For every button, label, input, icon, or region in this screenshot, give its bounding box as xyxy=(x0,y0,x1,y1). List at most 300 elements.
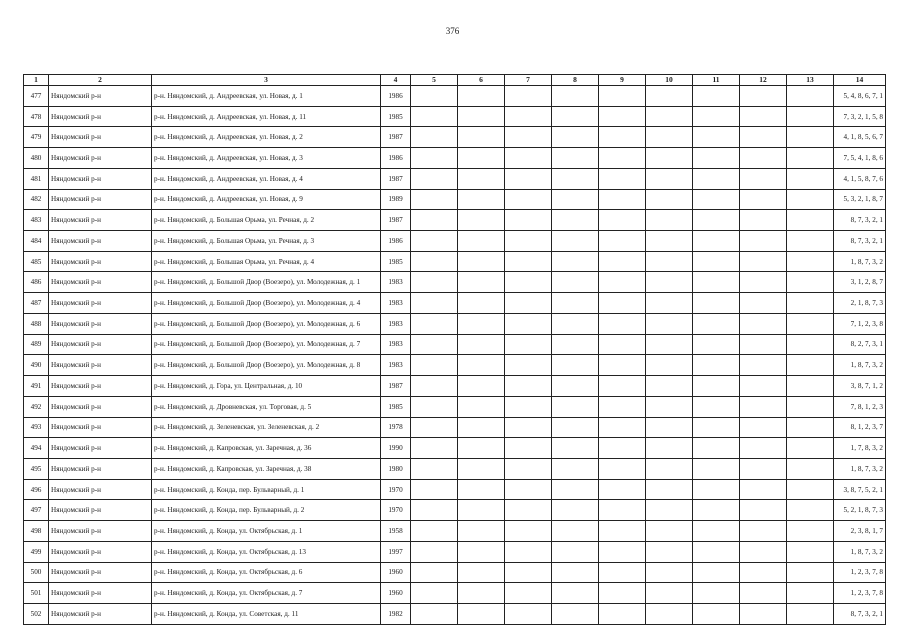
year-cell: 1986 xyxy=(381,231,411,252)
empty-cell-col-7 xyxy=(505,127,552,148)
row-number: 484 xyxy=(24,231,49,252)
table-row xyxy=(24,313,886,334)
district-cell: Няндомский р-н xyxy=(49,396,152,417)
sequence-cell: 5, 3, 2, 1, 8, 7 xyxy=(834,189,886,210)
row-number: 477 xyxy=(24,86,49,107)
empty-cell-col-5 xyxy=(411,106,458,127)
empty-cell-col-5 xyxy=(411,127,458,148)
empty-cell-col-11 xyxy=(693,603,740,624)
empty-cell-col-10 xyxy=(646,396,693,417)
empty-cell-col-8 xyxy=(552,562,599,583)
empty-cell-col-9 xyxy=(599,231,646,252)
row-number: 500 xyxy=(24,562,49,583)
address-cell: р-н. Няндомский, д. Зеленевская, ул. Зеленевская, д. 2 xyxy=(152,417,381,438)
address-cell: р-н. Няндомский, д. Капровская, ул. Заречная, д. 38 xyxy=(152,458,381,479)
empty-cell-col-12 xyxy=(740,313,787,334)
row-number: 485 xyxy=(24,251,49,272)
address-cell: р-н. Няндомский, д. Андреевская, ул. Новая, д. 1 xyxy=(152,86,381,107)
district-cell: Няндомский р-н xyxy=(49,86,152,107)
empty-cell-col-9 xyxy=(599,376,646,397)
address-cell: р-н. Няндомский, д. Конда, ул. Октябрьская, д. 6 xyxy=(152,562,381,583)
empty-cell-col-13 xyxy=(787,458,834,479)
empty-cell-col-7 xyxy=(505,210,552,231)
row-number: 501 xyxy=(24,583,49,604)
table-row xyxy=(24,583,886,604)
table-row xyxy=(24,355,886,376)
empty-cell-col-5 xyxy=(411,603,458,624)
sequence-cell: 7, 8, 1, 2, 3 xyxy=(834,396,886,417)
address-cell: р-н. Няндомский, д. Капровская, ул. Заречная, д. 36 xyxy=(152,438,381,459)
address-cell: р-н. Няндомский, д. Конда, пер. Бульварный, д. 1 xyxy=(152,479,381,500)
empty-cell-col-11 xyxy=(693,251,740,272)
sequence-cell: 8, 7, 3, 2, 1 xyxy=(834,231,886,252)
empty-cell-col-6 xyxy=(458,376,505,397)
year-cell: 1985 xyxy=(381,396,411,417)
empty-cell-col-11 xyxy=(693,127,740,148)
table-row xyxy=(24,521,886,542)
table-row xyxy=(24,106,886,127)
empty-cell-col-6 xyxy=(458,251,505,272)
year-cell: 1983 xyxy=(381,334,411,355)
row-number: 493 xyxy=(24,417,49,438)
empty-cell-col-12 xyxy=(740,583,787,604)
year-cell: 1970 xyxy=(381,500,411,521)
year-cell: 1983 xyxy=(381,293,411,314)
empty-cell-col-9 xyxy=(599,562,646,583)
district-cell: Няндомский р-н xyxy=(49,293,152,314)
address-cell: р-н. Няндомский, д. Андреевская, ул. Новая, д. 4 xyxy=(152,168,381,189)
empty-cell-col-11 xyxy=(693,521,740,542)
empty-cell-col-5 xyxy=(411,251,458,272)
year-cell: 1986 xyxy=(381,148,411,169)
empty-cell-col-8 xyxy=(552,355,599,376)
table-row xyxy=(24,376,886,397)
empty-cell-col-9 xyxy=(599,189,646,210)
empty-cell-col-8 xyxy=(552,210,599,231)
empty-cell-col-8 xyxy=(552,127,599,148)
empty-cell-col-12 xyxy=(740,168,787,189)
row-number: 480 xyxy=(24,148,49,169)
row-number: 489 xyxy=(24,334,49,355)
empty-cell-col-12 xyxy=(740,479,787,500)
table-row xyxy=(24,334,886,355)
empty-cell-col-9 xyxy=(599,521,646,542)
empty-cell-col-6 xyxy=(458,272,505,293)
empty-cell-col-8 xyxy=(552,541,599,562)
row-number: 502 xyxy=(24,603,49,624)
empty-cell-col-12 xyxy=(740,127,787,148)
empty-cell-col-12 xyxy=(740,293,787,314)
table-row xyxy=(24,251,886,272)
empty-cell-col-9 xyxy=(599,541,646,562)
empty-cell-col-6 xyxy=(458,189,505,210)
empty-cell-col-10 xyxy=(646,189,693,210)
address-cell: р-н. Няндомский, д. Конда, ул. Октябрьская, д. 1 xyxy=(152,521,381,542)
row-number: 490 xyxy=(24,355,49,376)
row-number: 497 xyxy=(24,500,49,521)
address-cell: р-н. Няндомский, д. Конда, ул. Октябрьская, д. 13 xyxy=(152,541,381,562)
empty-cell-col-8 xyxy=(552,86,599,107)
empty-cell-col-10 xyxy=(646,583,693,604)
empty-cell-col-13 xyxy=(787,231,834,252)
empty-cell-col-7 xyxy=(505,438,552,459)
empty-cell-col-9 xyxy=(599,396,646,417)
district-cell: Няндомский р-н xyxy=(49,500,152,521)
district-cell: Няндомский р-н xyxy=(49,438,152,459)
year-cell: 1980 xyxy=(381,458,411,479)
empty-cell-col-6 xyxy=(458,127,505,148)
table-row xyxy=(24,127,886,148)
empty-cell-col-5 xyxy=(411,272,458,293)
empty-cell-col-5 xyxy=(411,355,458,376)
empty-cell-col-11 xyxy=(693,293,740,314)
sequence-cell: 4, 1, 5, 8, 7, 6 xyxy=(834,168,886,189)
empty-cell-col-10 xyxy=(646,355,693,376)
year-cell: 1997 xyxy=(381,541,411,562)
address-cell: р-н. Няндомский, д. Андреевская, ул. Новая, д. 3 xyxy=(152,148,381,169)
empty-cell-col-6 xyxy=(458,355,505,376)
empty-cell-col-6 xyxy=(458,396,505,417)
table-row xyxy=(24,231,886,252)
empty-cell-col-13 xyxy=(787,148,834,169)
address-cell: р-н. Няндомский, д. Большая Орьма, ул. Речная, д. 4 xyxy=(152,251,381,272)
empty-cell-col-8 xyxy=(552,521,599,542)
district-cell: Няндомский р-н xyxy=(49,272,152,293)
sequence-cell: 4, 1, 8, 5, 6, 7 xyxy=(834,127,886,148)
column-header-1: 1 xyxy=(24,75,49,86)
empty-cell-col-5 xyxy=(411,189,458,210)
district-cell: Няндомский р-н xyxy=(49,376,152,397)
empty-cell-col-5 xyxy=(411,541,458,562)
empty-cell-col-10 xyxy=(646,521,693,542)
empty-cell-col-11 xyxy=(693,479,740,500)
empty-cell-col-6 xyxy=(458,479,505,500)
empty-cell-col-10 xyxy=(646,479,693,500)
sequence-cell: 5, 2, 1, 8, 7, 3 xyxy=(834,500,886,521)
sequence-cell: 5, 4, 8, 6, 7, 1 xyxy=(834,86,886,107)
empty-cell-col-9 xyxy=(599,210,646,231)
table-row xyxy=(24,396,886,417)
column-header-11: 11 xyxy=(693,75,740,86)
empty-cell-col-11 xyxy=(693,148,740,169)
empty-cell-col-11 xyxy=(693,500,740,521)
empty-cell-col-13 xyxy=(787,189,834,210)
empty-cell-col-13 xyxy=(787,313,834,334)
empty-cell-col-7 xyxy=(505,251,552,272)
empty-cell-col-11 xyxy=(693,313,740,334)
district-cell: Няндомский р-н xyxy=(49,562,152,583)
district-cell: Няндомский р-н xyxy=(49,355,152,376)
empty-cell-col-13 xyxy=(787,479,834,500)
empty-cell-col-10 xyxy=(646,500,693,521)
sequence-cell: 8, 1, 2, 3, 7 xyxy=(834,417,886,438)
district-cell: Няндомский р-н xyxy=(49,251,152,272)
empty-cell-col-9 xyxy=(599,417,646,438)
empty-cell-col-10 xyxy=(646,313,693,334)
empty-cell-col-8 xyxy=(552,438,599,459)
column-header-13: 13 xyxy=(787,75,834,86)
empty-cell-col-7 xyxy=(505,376,552,397)
row-number: 482 xyxy=(24,189,49,210)
row-number: 481 xyxy=(24,168,49,189)
sequence-cell: 1, 8, 7, 3, 2 xyxy=(834,541,886,562)
header-row xyxy=(24,75,886,86)
empty-cell-col-5 xyxy=(411,562,458,583)
empty-cell-col-13 xyxy=(787,86,834,107)
district-cell: Няндомский р-н xyxy=(49,334,152,355)
year-cell: 1983 xyxy=(381,313,411,334)
empty-cell-col-12 xyxy=(740,521,787,542)
empty-cell-col-9 xyxy=(599,500,646,521)
empty-cell-col-12 xyxy=(740,210,787,231)
empty-cell-col-7 xyxy=(505,417,552,438)
empty-cell-col-6 xyxy=(458,334,505,355)
page-number: 376 xyxy=(445,26,460,36)
address-cell: р-н. Няндомский, д. Большой Двор (Воезеро), ул. Молодежная, д. 6 xyxy=(152,313,381,334)
empty-cell-col-10 xyxy=(646,541,693,562)
year-cell: 1987 xyxy=(381,127,411,148)
sequence-cell: 1, 7, 8, 3, 2 xyxy=(834,438,886,459)
empty-cell-col-10 xyxy=(646,251,693,272)
empty-cell-col-10 xyxy=(646,86,693,107)
empty-cell-col-5 xyxy=(411,86,458,107)
empty-cell-col-6 xyxy=(458,541,505,562)
empty-cell-col-13 xyxy=(787,168,834,189)
column-header-3: 3 xyxy=(152,75,381,86)
empty-cell-col-9 xyxy=(599,334,646,355)
row-number: 483 xyxy=(24,210,49,231)
empty-cell-col-9 xyxy=(599,272,646,293)
district-cell: Няндомский р-н xyxy=(49,479,152,500)
empty-cell-col-9 xyxy=(599,603,646,624)
sequence-cell: 7, 1, 2, 3, 8 xyxy=(834,313,886,334)
empty-cell-col-8 xyxy=(552,189,599,210)
column-header-5: 5 xyxy=(411,75,458,86)
empty-cell-col-8 xyxy=(552,313,599,334)
table-row xyxy=(24,210,886,231)
empty-cell-col-13 xyxy=(787,541,834,562)
empty-cell-col-6 xyxy=(458,458,505,479)
sequence-cell: 1, 8, 7, 3, 2 xyxy=(834,355,886,376)
table-row xyxy=(24,500,886,521)
table-row xyxy=(24,293,886,314)
empty-cell-col-9 xyxy=(599,458,646,479)
empty-cell-col-5 xyxy=(411,458,458,479)
table-row xyxy=(24,603,886,624)
sequence-cell: 8, 7, 3, 2, 1 xyxy=(834,603,886,624)
empty-cell-col-12 xyxy=(740,417,787,438)
empty-cell-col-12 xyxy=(740,86,787,107)
empty-cell-col-10 xyxy=(646,334,693,355)
empty-cell-col-8 xyxy=(552,479,599,500)
empty-cell-col-12 xyxy=(740,396,787,417)
empty-cell-col-13 xyxy=(787,210,834,231)
empty-cell-col-8 xyxy=(552,396,599,417)
empty-cell-col-7 xyxy=(505,479,552,500)
sequence-cell: 1, 2, 3, 7, 8 xyxy=(834,562,886,583)
empty-cell-col-6 xyxy=(458,417,505,438)
column-header-8: 8 xyxy=(552,75,599,86)
empty-cell-col-10 xyxy=(646,376,693,397)
empty-cell-col-8 xyxy=(552,334,599,355)
empty-cell-col-12 xyxy=(740,148,787,169)
address-cell: р-н. Няндомский, д. Большой Двор (Воезеро), ул. Молодежная, д. 4 xyxy=(152,293,381,314)
empty-cell-col-13 xyxy=(787,127,834,148)
year-cell: 1986 xyxy=(381,86,411,107)
empty-cell-col-7 xyxy=(505,189,552,210)
year-cell: 1985 xyxy=(381,251,411,272)
row-number: 494 xyxy=(24,438,49,459)
empty-cell-col-6 xyxy=(458,438,505,459)
column-header-14: 14 xyxy=(834,75,886,86)
sequence-cell: 1, 2, 3, 7, 8 xyxy=(834,583,886,604)
empty-cell-col-10 xyxy=(646,231,693,252)
row-number: 486 xyxy=(24,272,49,293)
empty-cell-col-12 xyxy=(740,355,787,376)
empty-cell-col-10 xyxy=(646,272,693,293)
column-header-12: 12 xyxy=(740,75,787,86)
empty-cell-col-6 xyxy=(458,148,505,169)
empty-cell-col-13 xyxy=(787,334,834,355)
address-cell: р-н. Няндомский, д. Дровневская, ул. Торговая, д. 5 xyxy=(152,396,381,417)
empty-cell-col-13 xyxy=(787,293,834,314)
empty-cell-col-11 xyxy=(693,86,740,107)
table-row xyxy=(24,272,886,293)
empty-cell-col-9 xyxy=(599,251,646,272)
empty-cell-col-11 xyxy=(693,541,740,562)
district-cell: Няндомский р-н xyxy=(49,231,152,252)
district-cell: Няндомский р-н xyxy=(49,106,152,127)
year-cell: 1958 xyxy=(381,521,411,542)
empty-cell-col-7 xyxy=(505,521,552,542)
empty-cell-col-7 xyxy=(505,293,552,314)
row-number: 498 xyxy=(24,521,49,542)
district-cell: Няндомский р-н xyxy=(49,127,152,148)
empty-cell-col-12 xyxy=(740,376,787,397)
sequence-cell: 3, 1, 2, 8, 7 xyxy=(834,272,886,293)
empty-cell-col-5 xyxy=(411,583,458,604)
empty-cell-col-8 xyxy=(552,251,599,272)
empty-cell-col-10 xyxy=(646,168,693,189)
year-cell: 1983 xyxy=(381,355,411,376)
row-number: 499 xyxy=(24,541,49,562)
empty-cell-col-10 xyxy=(646,417,693,438)
district-cell: Няндомский р-н xyxy=(49,313,152,334)
empty-cell-col-6 xyxy=(458,231,505,252)
empty-cell-col-10 xyxy=(646,293,693,314)
empty-cell-col-12 xyxy=(740,438,787,459)
address-cell: р-н. Няндомский, д. Конда, ул. Октябрьская, д. 7 xyxy=(152,583,381,604)
empty-cell-col-13 xyxy=(787,251,834,272)
empty-cell-col-7 xyxy=(505,272,552,293)
empty-cell-col-8 xyxy=(552,603,599,624)
empty-cell-col-6 xyxy=(458,313,505,334)
empty-cell-col-12 xyxy=(740,500,787,521)
empty-cell-col-11 xyxy=(693,396,740,417)
empty-cell-col-6 xyxy=(458,106,505,127)
empty-cell-col-5 xyxy=(411,521,458,542)
empty-cell-col-6 xyxy=(458,562,505,583)
empty-cell-col-6 xyxy=(458,500,505,521)
year-cell: 1978 xyxy=(381,417,411,438)
year-cell: 1970 xyxy=(381,479,411,500)
empty-cell-col-9 xyxy=(599,438,646,459)
empty-cell-col-8 xyxy=(552,231,599,252)
column-header-10: 10 xyxy=(646,75,693,86)
empty-cell-col-6 xyxy=(458,86,505,107)
empty-cell-col-13 xyxy=(787,376,834,397)
empty-cell-col-13 xyxy=(787,106,834,127)
address-cell: р-н. Няндомский, д. Большая Орьма, ул. Речная, д. 3 xyxy=(152,231,381,252)
empty-cell-col-13 xyxy=(787,355,834,376)
empty-cell-col-9 xyxy=(599,355,646,376)
empty-cell-col-10 xyxy=(646,106,693,127)
empty-cell-col-8 xyxy=(552,500,599,521)
table-row xyxy=(24,148,886,169)
row-number: 479 xyxy=(24,127,49,148)
empty-cell-col-7 xyxy=(505,334,552,355)
district-cell: Няндомский р-н xyxy=(49,417,152,438)
empty-cell-col-11 xyxy=(693,231,740,252)
empty-cell-col-11 xyxy=(693,355,740,376)
empty-cell-col-8 xyxy=(552,106,599,127)
empty-cell-col-12 xyxy=(740,562,787,583)
table-row xyxy=(24,541,886,562)
empty-cell-col-8 xyxy=(552,168,599,189)
column-header-9: 9 xyxy=(599,75,646,86)
row-number: 487 xyxy=(24,293,49,314)
address-cell: р-н. Няндомский, д. Гора, ул. Центральная, д. 10 xyxy=(152,376,381,397)
row-number: 495 xyxy=(24,458,49,479)
empty-cell-col-9 xyxy=(599,148,646,169)
year-cell: 1987 xyxy=(381,210,411,231)
sequence-cell: 7, 5, 4, 1, 8, 6 xyxy=(834,148,886,169)
address-cell: р-н. Няндомский, д. Конда, ул. Советская, д. 11 xyxy=(152,603,381,624)
year-cell: 1987 xyxy=(381,376,411,397)
empty-cell-col-11 xyxy=(693,168,740,189)
empty-cell-col-5 xyxy=(411,293,458,314)
empty-cell-col-9 xyxy=(599,168,646,189)
empty-cell-col-6 xyxy=(458,293,505,314)
year-cell: 1985 xyxy=(381,106,411,127)
year-cell: 1989 xyxy=(381,189,411,210)
year-cell: 1960 xyxy=(381,562,411,583)
empty-cell-col-13 xyxy=(787,583,834,604)
empty-cell-col-11 xyxy=(693,417,740,438)
empty-cell-col-7 xyxy=(505,86,552,107)
empty-cell-col-13 xyxy=(787,603,834,624)
table-row xyxy=(24,168,886,189)
year-cell: 1987 xyxy=(381,168,411,189)
district-cell: Няндомский р-н xyxy=(49,541,152,562)
empty-cell-col-11 xyxy=(693,334,740,355)
empty-cell-col-12 xyxy=(740,458,787,479)
address-cell: р-н. Няндомский, д. Большой Двор (Воезеро), ул. Молодежная, д. 8 xyxy=(152,355,381,376)
empty-cell-col-12 xyxy=(740,106,787,127)
empty-cell-col-10 xyxy=(646,562,693,583)
table-body xyxy=(24,86,886,625)
year-cell: 1990 xyxy=(381,438,411,459)
address-cell: р-н. Няндомский, д. Большой Двор (Воезеро), ул. Молодежная, д. 1 xyxy=(152,272,381,293)
empty-cell-col-9 xyxy=(599,106,646,127)
empty-cell-col-6 xyxy=(458,168,505,189)
empty-cell-col-8 xyxy=(552,458,599,479)
empty-cell-col-7 xyxy=(505,458,552,479)
empty-cell-col-6 xyxy=(458,583,505,604)
table-row xyxy=(24,189,886,210)
empty-cell-col-6 xyxy=(458,210,505,231)
table-row xyxy=(24,458,886,479)
